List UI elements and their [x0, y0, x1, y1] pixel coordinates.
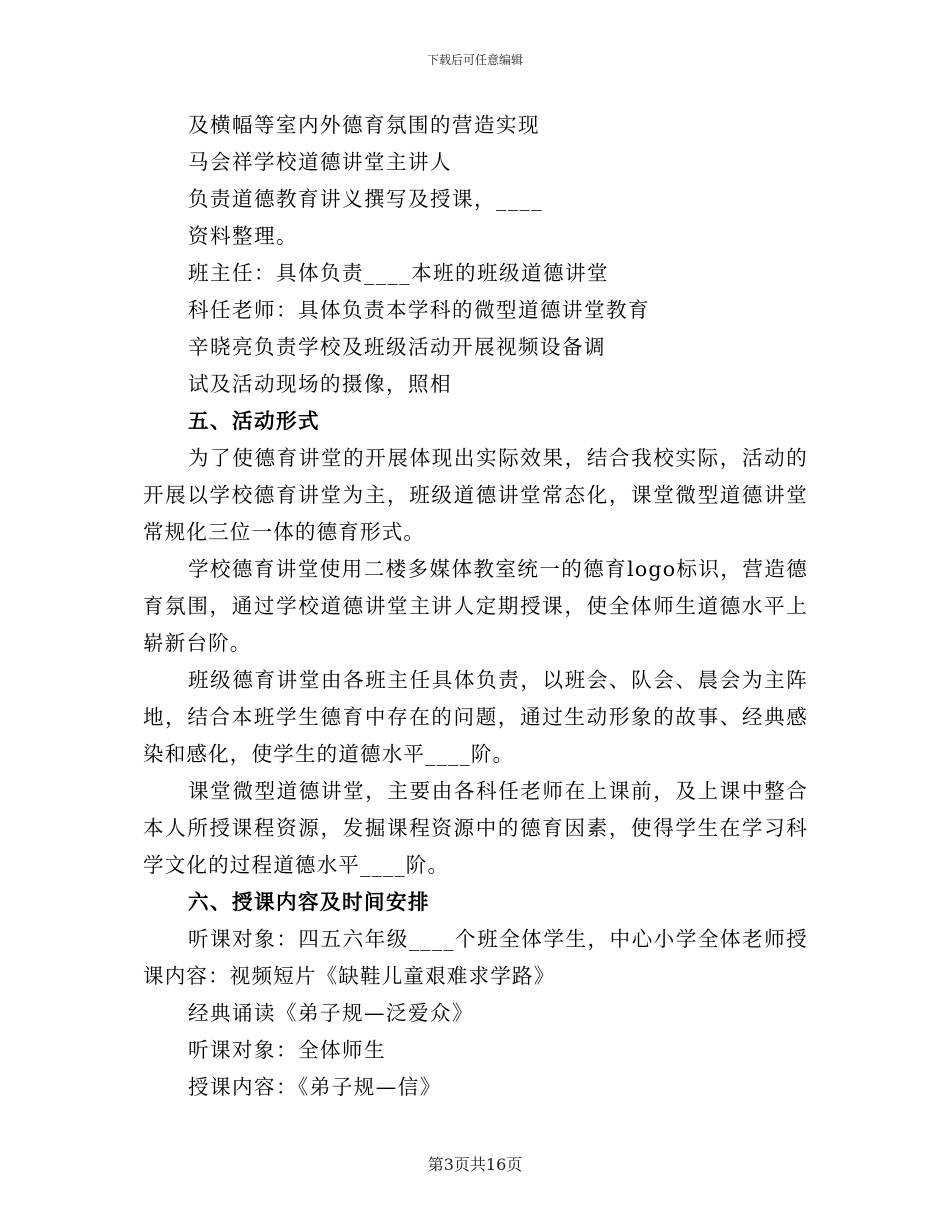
paragraph: 班级德育讲堂由各班主任具体负责，以班会、队会、晨会为主阵地，结合本班学生德育中存在的问题，通过生动形象的故事、经典感染和感化，使学生的道德水平____阶。 — [143, 668, 808, 766]
body-line: 资料整理。 — [188, 224, 298, 248]
body-line: 马会祥学校道德讲堂主讲人 — [188, 150, 452, 174]
paragraph: 学校德育讲堂使用二楼多媒体教室统一的德育logo标识，营造德育氛围，通过学校道德讲堂主讲人定期授课，使全体师生道德水平上崭新台阶。 — [143, 557, 808, 655]
body-line: 及横幅等室内外德育氛围的营造实现 — [188, 113, 540, 137]
page-footer: 第3页共16页 — [427, 1155, 523, 1174]
section-heading-activity-form: 五、活动形式 — [188, 409, 320, 433]
body-line: 负责道德教育讲义撰写及授课，____ — [188, 187, 543, 211]
body-line: 授课内容：《弟子规—信》 — [188, 1075, 442, 1099]
paragraph: 为了使德育讲堂的开展体现出实际效果，结合我校实际，活动的开展以学校德育讲堂为主，班级道德讲堂常态化，课堂微型道德讲堂常规化三位一体的德育形式。 — [143, 446, 808, 544]
body-line: 经典诵读《弟子规—泛爱众》 — [188, 1001, 474, 1025]
body-line: 科任老师：具体负责本学科的微型道德讲堂教育 — [188, 298, 650, 322]
section-heading-schedule: 六、授课内容及时间安排 — [188, 890, 430, 914]
body-line: 试及活动现场的摄像，照相 — [188, 372, 452, 396]
body-line: 听课对象：全体师生 — [188, 1038, 386, 1062]
body-line: 班主任：具体负责____本班的班级道德讲堂 — [188, 261, 609, 285]
page-header: 下载后可任意编辑 — [426, 53, 523, 67]
paragraph: 听课对象：四五六年级____个班全体学生，中心小学全体老师授课内容：视频短片《缺鞋儿童艰难求学路》 — [143, 927, 808, 988]
document-body — [143, 107, 808, 1106]
paragraph: 课堂微型道德讲堂，主要由各科任老师在上课前，及上课中整合本人所授课程资源，发掘课程资源中的德育因素，使得学生在学习科学文化的过程道德水平____阶。 — [143, 779, 808, 877]
body-line: 辛晓亮负责学校及班级活动开展视频设备调 — [188, 335, 606, 359]
